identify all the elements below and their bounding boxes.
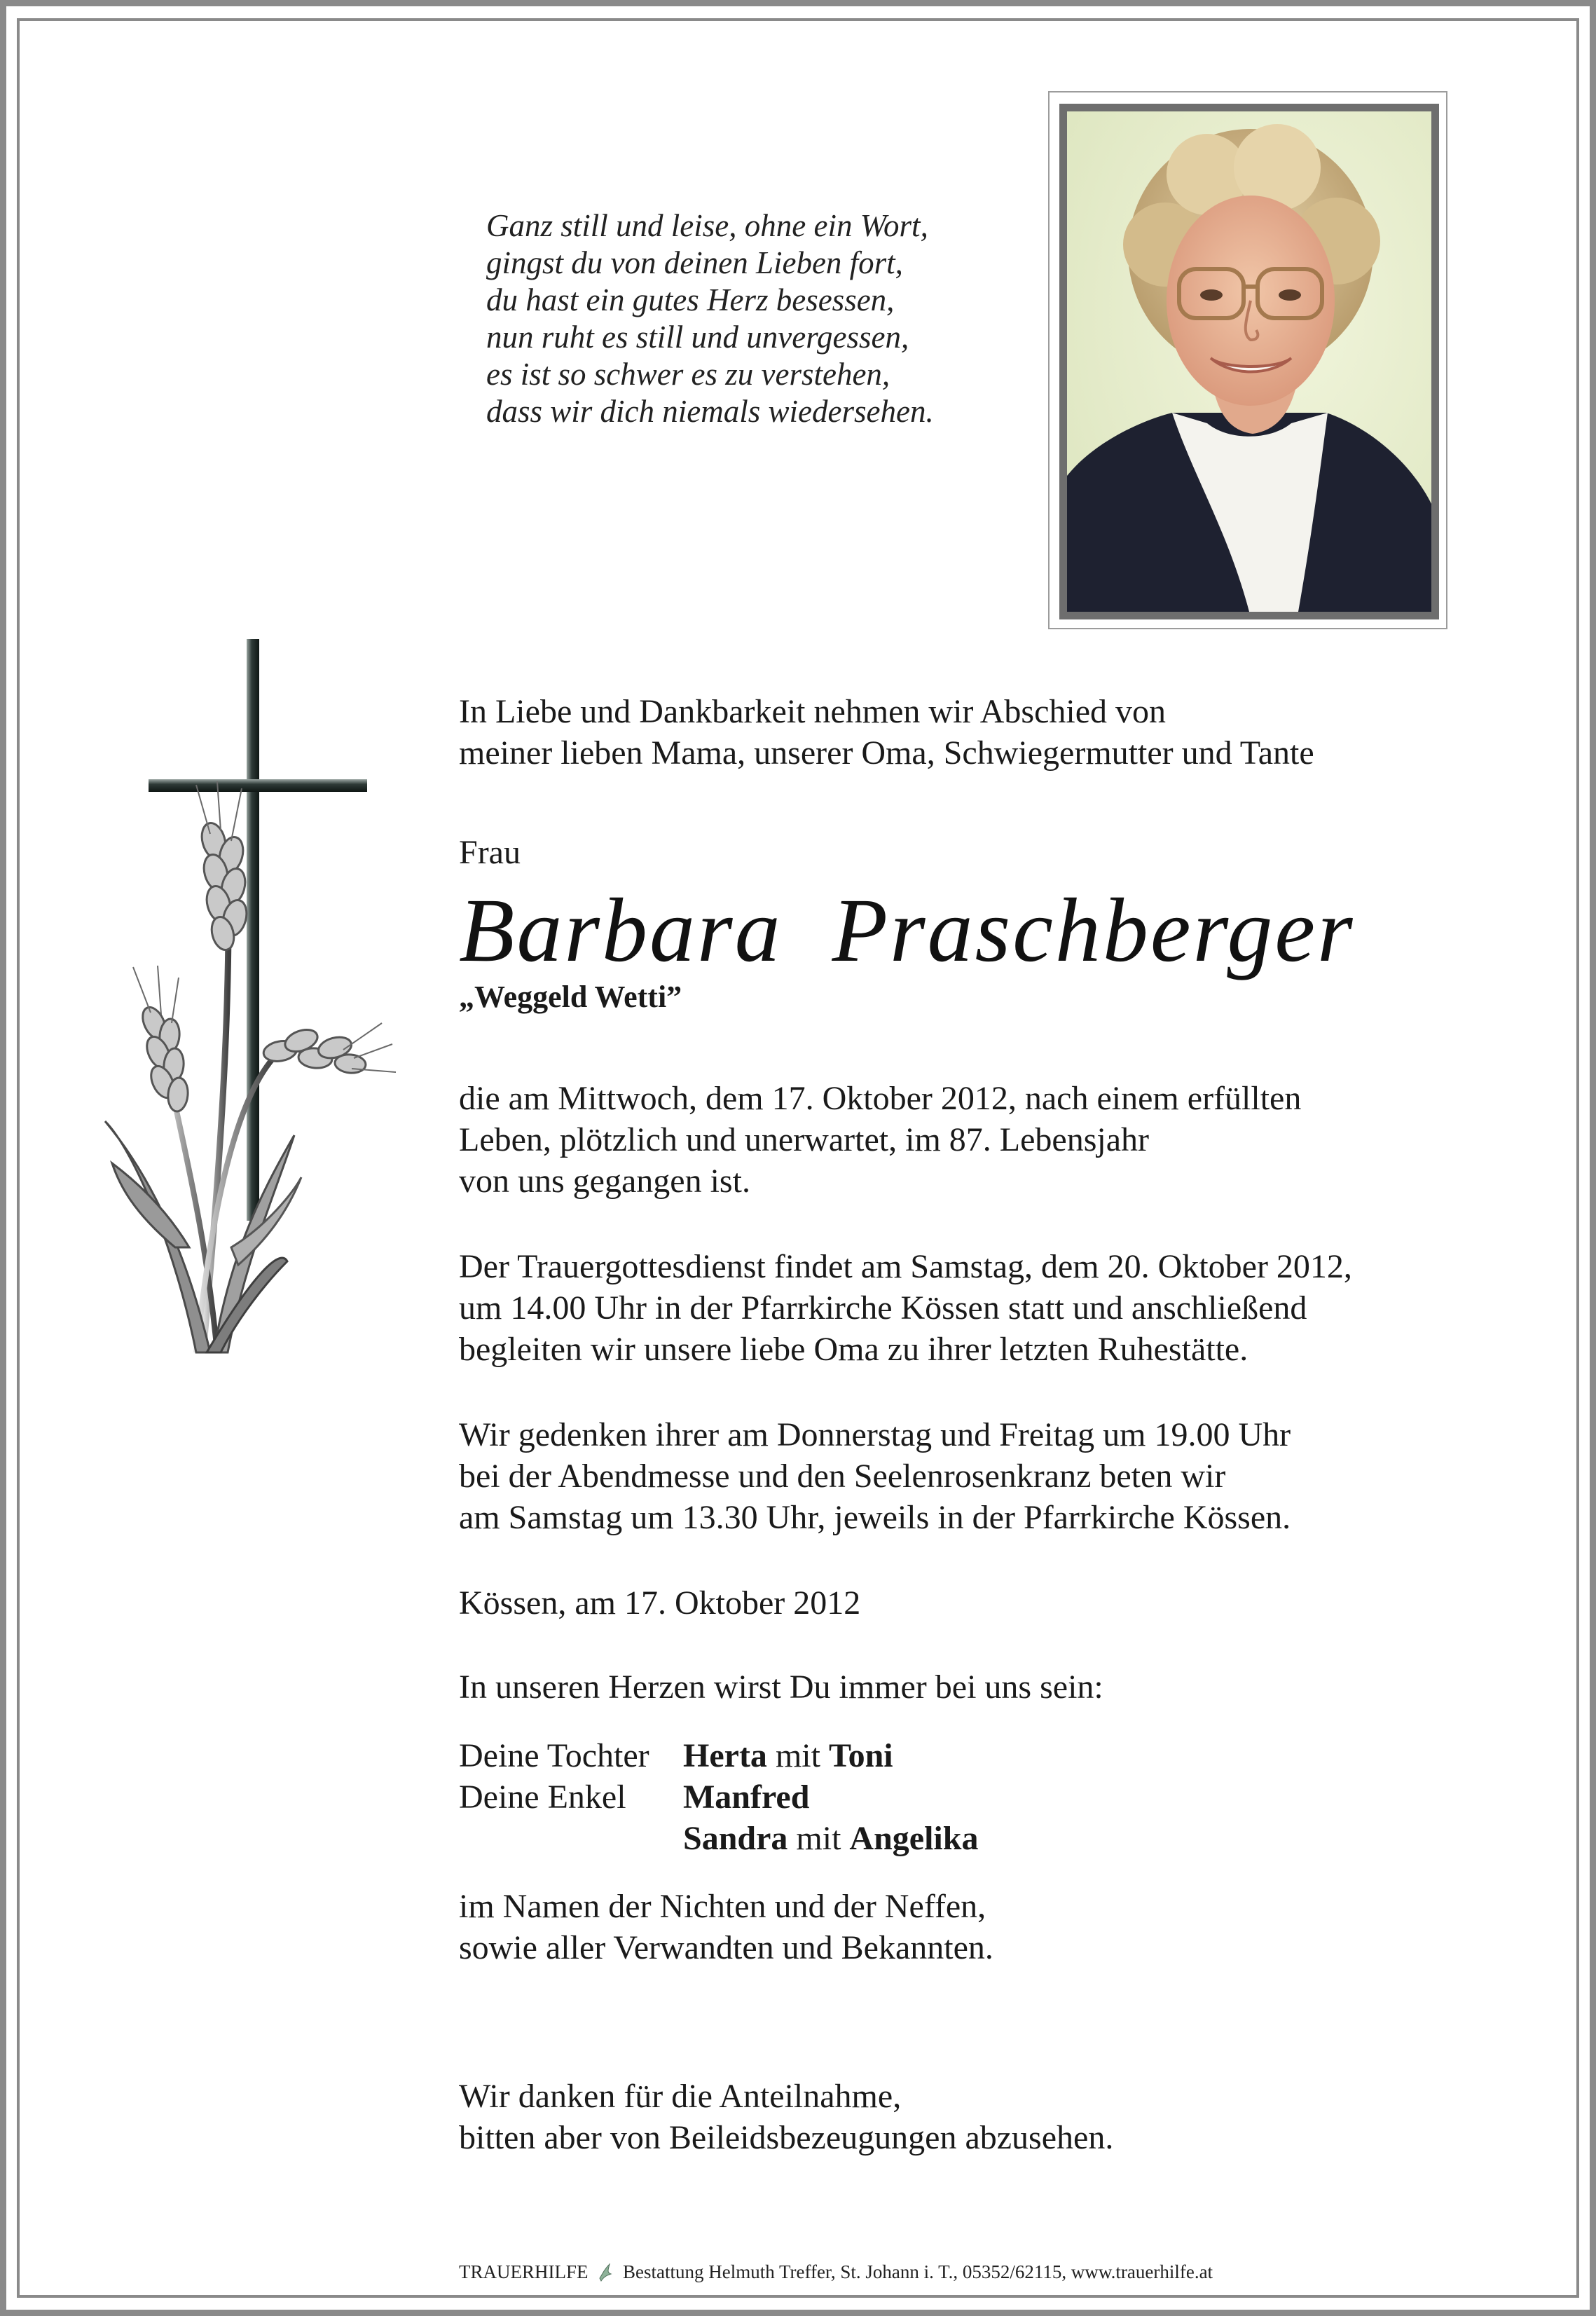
grandchild-partner-name: Angelika — [849, 1820, 979, 1857]
salutation: Frau — [459, 834, 521, 871]
passing-line: Leben, plötzlich und unerwartet, im 87. Lebensjahr — [459, 1121, 1150, 1158]
hearts-line: In unseren Herzen wirst Du immer bei uns sein: — [459, 1669, 1103, 1706]
family-grandchildren-label: Deine Enkel — [459, 1779, 626, 1816]
photo-mount — [1048, 91, 1447, 629]
first-name: Barbara — [459, 880, 783, 981]
place-date: Kössen, am 17. Oktober 2012 — [459, 1584, 861, 1622]
dove-icon — [597, 2261, 614, 2282]
service-line: Der Trauergottesdienst findet am Samstag, dem 20. Oktober 2012, — [459, 1248, 1352, 1285]
relatives-line: im Namen der Nichten und der Neffen, — [459, 1888, 986, 1925]
poem — [486, 207, 934, 430]
deceased-name — [459, 882, 1355, 980]
footer-text: Bestattung Helmuth Treffer, St. Johann i. T., 05352/62115, www.trauerhilfe.at — [623, 2261, 1213, 2282]
poem-line: dass wir dich niemals wiedersehen. — [486, 394, 934, 429]
footer — [459, 2261, 1213, 2283]
family-daughter — [683, 1736, 893, 1776]
remembrance-line: am Samstag um 13.30 Uhr, jeweils in der Pfarrkirche Kössen. — [459, 1499, 1291, 1536]
last-name: Praschberger — [832, 880, 1355, 981]
relatives-line: sowie aller Verwandten und Bekannten. — [459, 1929, 993, 1966]
intro-line: meiner lieben Mama, unserer Oma, Schwiegermutter und Tante — [459, 734, 1314, 772]
grandchild-name: Manfred — [683, 1779, 810, 1816]
nickname: „Weggeld Wetti” — [459, 980, 682, 1014]
poem-line: gingst du von deinen Lieben fort, — [486, 245, 903, 280]
daughter-name: Herta — [683, 1737, 767, 1774]
poem-line: nun ruht es still und unvergessen, — [486, 320, 909, 355]
portrait-photo — [1059, 104, 1439, 619]
footer-brand: TRAUERHILFE — [459, 2261, 589, 2282]
thanks-line: bitten aber von Beileidsbezeugungen abzusehen. — [459, 2119, 1114, 2156]
intro-line: In Liebe und Dankbarkeit nehmen wir Abschied von — [459, 693, 1167, 730]
cross-with-wheat-icon — [91, 631, 399, 1373]
poem-line: du hast ein gutes Herz besessen, — [486, 282, 895, 317]
poem-line: es ist so schwer es zu verstehen, — [486, 357, 890, 392]
remembrance-line: Wir gedenken ihrer am Donnerstag und Freitag um 19.00 Uhr — [459, 1416, 1291, 1453]
grandchild-name: Sandra — [683, 1820, 788, 1857]
thanks-line: Wir danken für die Anteilnahme, — [459, 2078, 902, 2115]
family-daughter-label: Deine Tochter — [459, 1737, 649, 1774]
poem-line: Ganz still und leise, ohne ein Wort, — [486, 208, 928, 243]
with-word: mit — [775, 1737, 820, 1774]
family-grandchild-2 — [683, 1819, 978, 1858]
remembrance-line: bei der Abendmesse und den Seelenrosenkranz beten wir — [459, 1458, 1226, 1495]
service-line: um 14.00 Uhr in der Pfarrkirche Kössen statt und anschließend — [459, 1289, 1307, 1327]
service-line: begleiten wir unsere liebe Oma zu ihrer letzten Ruhestätte. — [459, 1331, 1248, 1368]
portrait-illustration — [1067, 111, 1431, 612]
with-word: mit — [796, 1820, 841, 1857]
family-grandchild-1 — [683, 1778, 809, 1817]
daughter-partner-name: Toni — [828, 1737, 893, 1774]
passing-line: die am Mittwoch, dem 17. Oktober 2012, nach einem erfüllten — [459, 1080, 1302, 1117]
passing-line: von uns gegangen ist. — [459, 1163, 750, 1200]
